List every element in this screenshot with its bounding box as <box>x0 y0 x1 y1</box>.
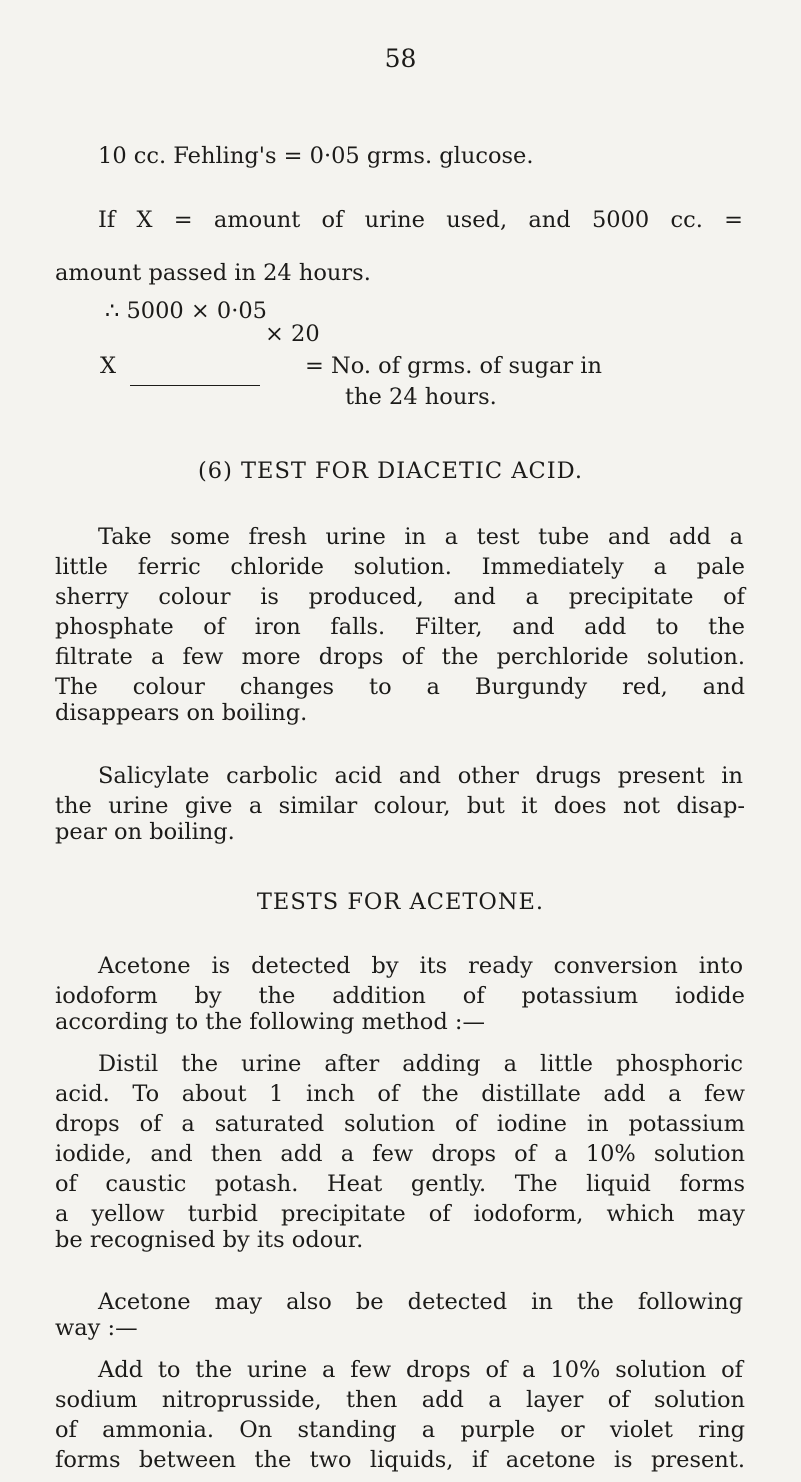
paragraph-line: phosphate of iron falls. Filter, and add to the <box>55 614 745 640</box>
paragraph-line: Take some fresh urine in a test tube and add a <box>98 524 743 550</box>
paragraph-line: drops of a saturated solution of iodine in potassium <box>55 1111 745 1137</box>
page-number: 58 <box>384 44 417 73</box>
paragraph-line: the urine give a similar colour, but it does not disap- <box>55 793 745 819</box>
paragraph-line: forms between the two liquids, if acetone is present. <box>55 1447 745 1473</box>
paragraph-line: iodide, and then add a few drops of a 10% solution <box>55 1141 745 1167</box>
paragraph-line: Distil the urine after adding a little phosphoric <box>98 1051 743 1077</box>
paragraph-line: according to the following method :— <box>55 1009 485 1035</box>
paragraph-line: little ferric chloride solution. Immediately a pale <box>55 554 745 580</box>
paragraph-line: sodium nitroprusside, then add a layer of solution <box>55 1387 745 1413</box>
formula-result: = No. of grms. of sugar in <box>305 353 602 379</box>
paragraph-line: Acetone is detected by its ready conversion into <box>98 953 743 979</box>
paragraph-line: pear on boiling. <box>55 819 235 845</box>
section-heading-acetone: TESTS FOR ACETONE. <box>256 889 545 915</box>
paragraph-line: be recognised by its odour. <box>55 1227 364 1253</box>
paragraph-line: of caustic potash. Heat gently. The liquid forms <box>55 1171 745 1197</box>
text-line: amount passed in 24 hours. <box>55 260 371 286</box>
paragraph-line: iodoform by the addition of potassium iodide <box>55 983 745 1009</box>
text-line: 10 cc. Fehling's = 0·05 grms. glucose. <box>98 143 534 169</box>
paragraph-line: Add to the urine a few drops of a 10% solution of <box>98 1357 743 1383</box>
paragraph-line: disappears on boiling. <box>55 700 308 726</box>
paragraph-line: Acetone may also be detected in the following <box>98 1289 743 1315</box>
paragraph-line: The colour changes to a Burgundy red, and <box>55 674 745 700</box>
fraction-bar <box>130 385 260 386</box>
formula-multiplier: × 20 <box>265 321 320 347</box>
paragraph-line: sherry colour is produced, and a precipitate of <box>55 584 745 610</box>
paragraph-line: of ammonia. On standing a purple or violet ring <box>55 1417 745 1443</box>
paragraph-line: a yellow turbid precipitate of iodoform, which may <box>55 1201 745 1227</box>
paragraph-line: acid. To about 1 inch of the distillate add a few <box>55 1081 745 1107</box>
paragraph-line: Salicylate carbolic acid and other drugs present in <box>98 763 743 789</box>
paragraph-line: filtrate a few more drops of the perchloride solution. <box>55 644 745 670</box>
paragraph-line: way :— <box>55 1315 138 1341</box>
formula-x: X <box>100 353 117 379</box>
formula-numerator: ∴ 5000 × 0·05 <box>105 298 267 324</box>
section-heading-diacetic: (6) TEST FOR DIACETIC ACID. <box>197 458 583 484</box>
formula-result-cont: the 24 hours. <box>345 384 497 410</box>
text-line: If X = amount of urine used, and 5000 cc. = <box>98 207 743 233</box>
